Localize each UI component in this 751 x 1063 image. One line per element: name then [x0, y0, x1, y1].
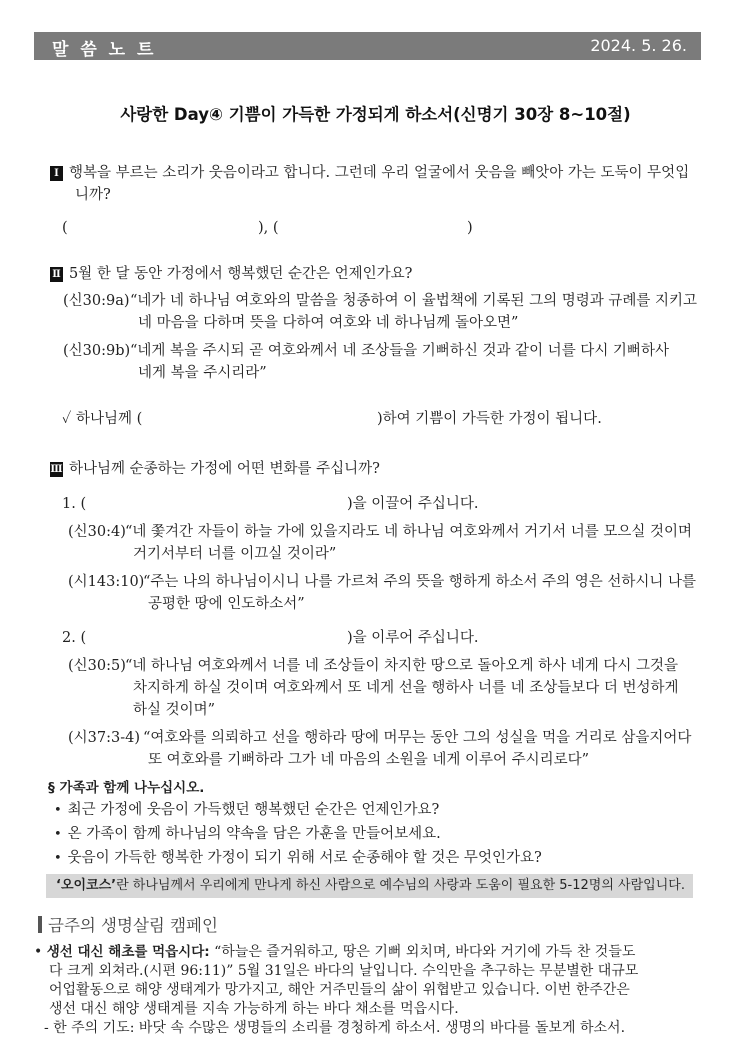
campaign-line3: 어업활동으로 해양 생태계가 망가지고, 해안 거주민들의 삶이 위협받고 있습니다. 이번 한주간은 [49, 982, 630, 998]
section2-question: Ⅱ 5월 한 달 동안 가정에서 행복했던 순간은 언제인가요? [50, 264, 412, 285]
item2-suffix: )을 이루어 주십니다. [347, 630, 479, 646]
campaign-prayer: - 한 주의 기도: 바닷 속 수많은 생명들의 소리를 경청하게 하소서. 생명의 바다를 돌보게 하소서. [44, 1020, 626, 1036]
check-line: ✓ 하나님께 ( [62, 411, 143, 427]
section1-blank-open: ( [62, 220, 68, 236]
family-item: • 웃음이 가득한 행복한 가정이 되기 위해 서로 순종해야 할 것은 무엇인가요? [54, 850, 542, 866]
verse-line: “네게 복을 주시되 곧 여호와께서 네 조상들을 기뻐하신 것과 같이 너를 다시 기뻐하사 [130, 343, 669, 359]
oikos-note [46, 874, 693, 898]
verse-line: “네 하나님 여호와께서 너를 네 조상들이 차지한 땅으로 돌아오게 하사 네게 다시 그것을 [125, 658, 678, 674]
verse-line: 또 여호와를 기뻐하라 그가 네 마음의 소원을 네게 이루어 주시리로다” [148, 752, 590, 768]
oikos-text: ‘오이코스’란 하나님께서 우리에게 만나게 하신 사람으로 예수님의 사랑과 도움이 필요한 5-12명의 사람입니다. [56, 878, 685, 893]
verse-line: 공평한 땅에 인도하소서” [148, 596, 305, 612]
check-line-suffix: )하여 기쁨이 가득한 가정이 됩니다. [377, 411, 602, 427]
campaign-heading: 금주의 생명살림 캠페인 [38, 912, 218, 936]
bullet-icon: • [54, 851, 62, 866]
item1-prefix: 1. ( [62, 496, 87, 512]
section3-numeral: Ⅲ [50, 464, 63, 475]
verse-line: 네게 복을 주시리라” [138, 365, 267, 381]
item2-prefix: 2. ( [62, 630, 87, 646]
verse-line: “네 쫓겨간 자들이 하늘 가에 있을지라도 네 하나님 여호와께서 거기서 너를 모으실 것이며 [125, 524, 692, 540]
heading-bar-icon [38, 916, 42, 933]
document-title: 사랑한 Day④ 기쁨이 가득한 가정되게 하소서(신명기 30장 8~10절) [120, 105, 631, 124]
campaign-line4: 생선 대신 해양 생태계를 지속 가능하게 하는 바다 채소를 먹읍시다. [49, 1001, 459, 1017]
verse-line: “여호와를 의뢰하고 선을 행하라 땅에 머무는 동안 그의 성실을 먹을 거리로 삼을지어다 [143, 730, 692, 746]
section2-numeral: Ⅱ [50, 267, 63, 282]
verse-ref: (신30:9a) [63, 293, 130, 309]
verse-line: 하실 것이며” [133, 702, 216, 718]
header-date: 2024. 5. 26. [590, 36, 687, 55]
campaign-line2: 다 크게 외쳐라.(시편 96:11)” 5월 31일은 바다의 날입니다. 수익만을 추구하는 무분별한 대규모 [49, 963, 639, 979]
verse-line: 네 마음을 다하며 뜻을 다하여 여호와 네 하나님께 돌아오면” [138, 315, 519, 331]
bullet-icon: • [54, 827, 62, 842]
campaign-line1: • 생선 대신 해초를 먹읍시다: “하늘은 즐거워하고, 땅은 기뻐 외치며, 바다와 거기에 가득 찬 것들도 [34, 944, 636, 960]
bullet-icon: • [54, 803, 62, 818]
verse-line: 차지하게 하실 것이며 여호와께서 또 네게 선을 행하사 너를 네 조상들보다 더 번성하게 [133, 680, 679, 696]
verse-line: 거기서부터 너를 이끄실 것이라” [133, 546, 337, 562]
verse-ref: (시143:10) [68, 574, 145, 590]
verse-ref: (시37:3-4) [68, 730, 141, 746]
verse-ref: (신30:5) [68, 658, 126, 674]
section1-blank-close: ) [467, 220, 473, 236]
family-item: • 온 가족이 함께 하나님의 약속을 담은 가훈을 만들어보세요. [54, 826, 441, 842]
family-item: • 최근 가정에 웃음이 가득했던 행복했던 순간은 언제인가요? [54, 802, 440, 818]
verse-ref: (신30:4) [68, 524, 126, 540]
section1-question-line2: 니까? [75, 187, 111, 203]
verse-line: “주는 나의 하나님이시니 나를 가르쳐 주의 뜻을 행하게 하소서 주의 영은 선하시니 나를 [143, 574, 696, 590]
section3-question: Ⅲ 하나님께 순종하는 가정에 어떤 변화를 주십니까? [50, 461, 380, 477]
item1-suffix: )을 이끌어 주십니다. [347, 496, 479, 512]
section1-question-line1: Ⅰ 행복을 부르는 소리가 웃음이라고 합니다. 그런데 우리 얼굴에서 웃음을 빼앗아 가는 도둑이 무엇입 [50, 163, 689, 184]
header-title: 말 씀 노 트 [52, 40, 157, 60]
bullet-icon: • [34, 944, 43, 960]
section1-blank-mid: ), ( [258, 220, 279, 236]
verse-line: “네가 네 하나님 여호와의 말씀을 청종하여 이 율법책에 기록된 그의 명령과 규례를 지키고 [130, 293, 697, 309]
family-heading: § 가족과 함께 나누십시오. [48, 780, 205, 796]
section1-numeral: Ⅰ [50, 166, 63, 181]
verse-ref: (신30:9b) [63, 343, 131, 359]
header-bar [34, 32, 701, 60]
check-icon: ✓ [62, 411, 72, 427]
